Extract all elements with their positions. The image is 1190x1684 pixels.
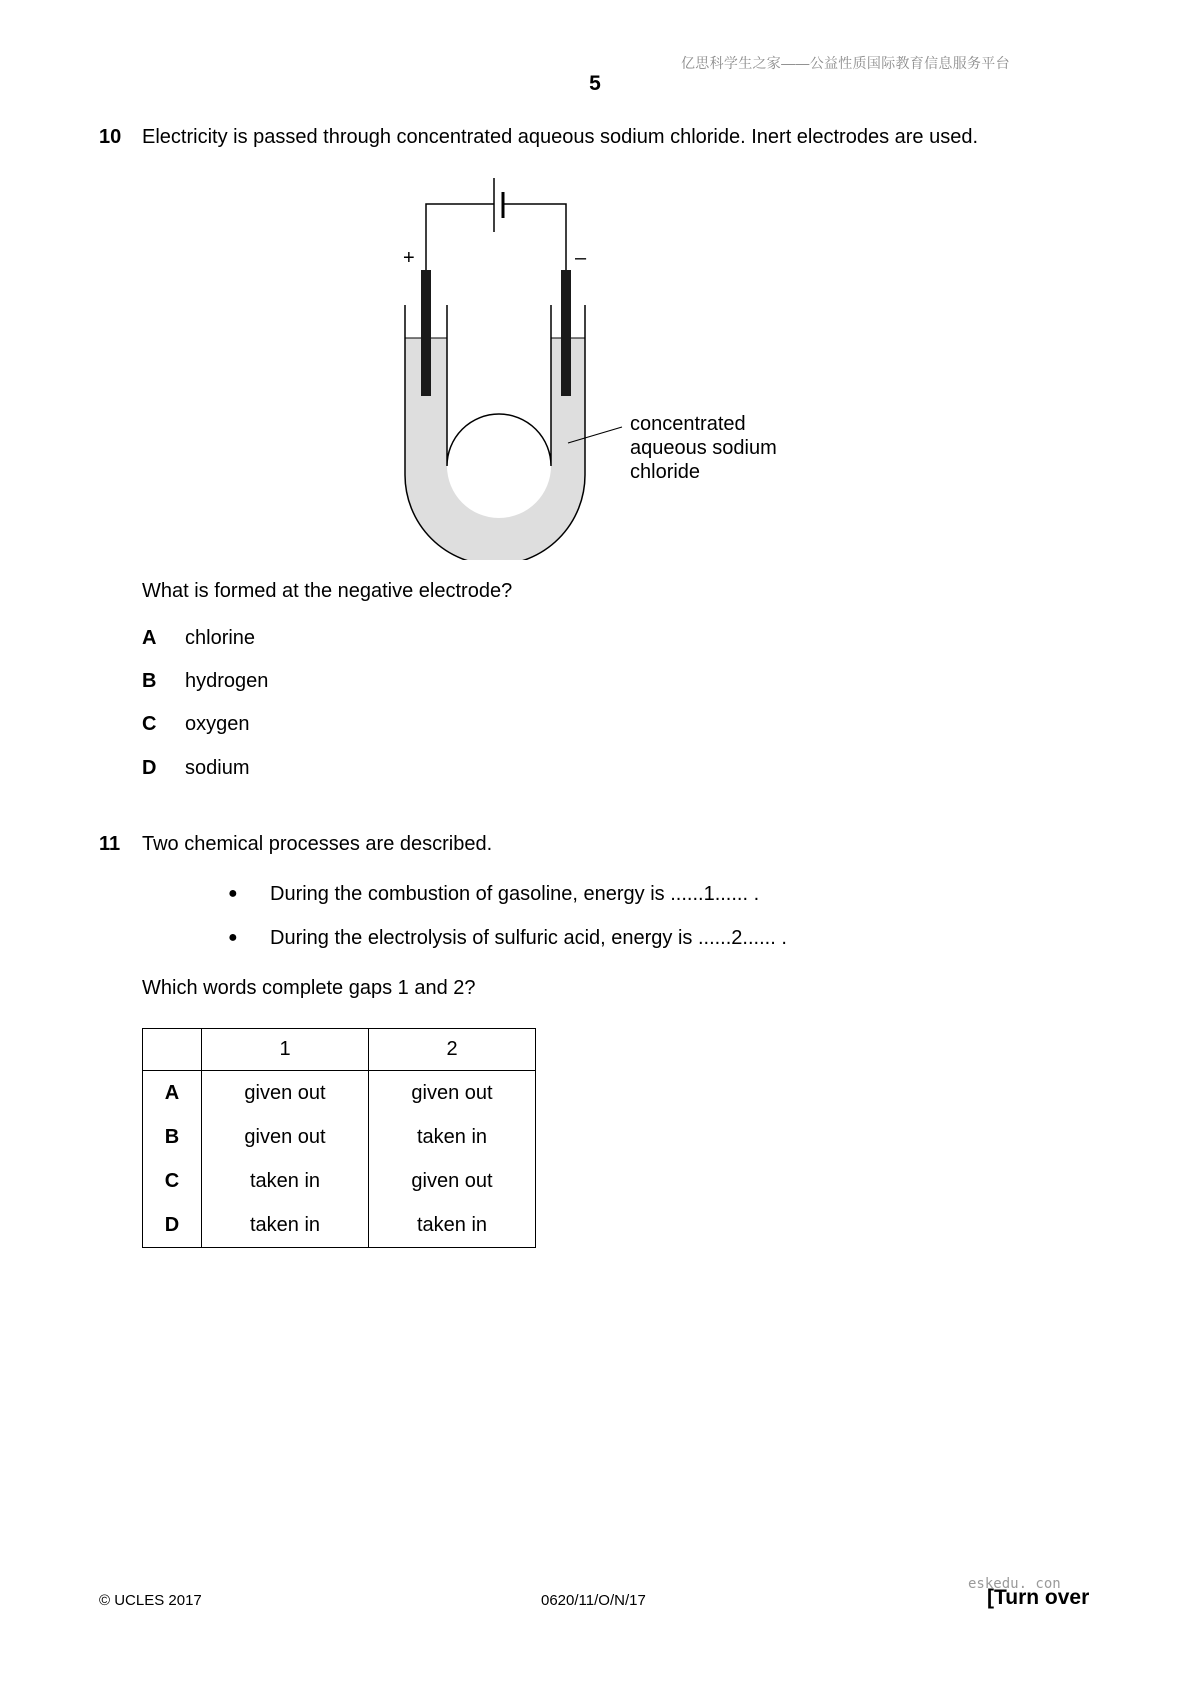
option-letter: B bbox=[142, 670, 157, 692]
question-11-prompt: Which words complete gaps 1 and 2? bbox=[142, 977, 476, 999]
electrolysis-diagram bbox=[385, 170, 815, 560]
table-row bbox=[143, 1203, 536, 1248]
cell-gap-2: taken in bbox=[369, 1203, 536, 1248]
option-text: hydrogen bbox=[185, 670, 269, 692]
option-text: chlorine bbox=[185, 627, 256, 649]
bullet-dot: ● bbox=[228, 929, 238, 946]
positive-electrode bbox=[421, 270, 431, 396]
minus-label: – bbox=[575, 247, 587, 269]
option-letter: C bbox=[142, 713, 157, 735]
table-row bbox=[143, 1115, 536, 1159]
table-header-cell bbox=[143, 1029, 202, 1071]
header-site-note: 亿思科学生之家——公益性质国际教育信息服务平台 bbox=[681, 55, 1010, 71]
table-header-cell: 1 bbox=[202, 1029, 369, 1071]
cell-gap-2: taken in bbox=[369, 1115, 536, 1159]
question-11-stem: Two chemical processes are described. bbox=[142, 833, 493, 855]
wire-right bbox=[503, 204, 566, 270]
answer-table bbox=[142, 1028, 536, 1248]
plus-label: + bbox=[403, 247, 415, 269]
question-10-prompt: What is formed at the negative electrode? bbox=[142, 580, 513, 602]
footer-copyright: © UCLES 2017 bbox=[99, 1592, 202, 1609]
row-letter: D bbox=[143, 1203, 202, 1248]
row-letter: C bbox=[143, 1159, 202, 1203]
u-tube-inner-wall bbox=[447, 305, 551, 466]
solution-label-line-3: chloride bbox=[630, 461, 701, 483]
page-number: 5 bbox=[589, 72, 601, 95]
row-letter: A bbox=[143, 1071, 202, 1116]
bullet-text: During the electrolysis of sulfuric acid, energy is ......2...... . bbox=[270, 927, 787, 949]
footer-turn-over: [Turn over bbox=[987, 1586, 1090, 1609]
option-letter: A bbox=[142, 627, 157, 649]
cell-gap-1: taken in bbox=[202, 1203, 369, 1248]
row-letter: B bbox=[143, 1115, 202, 1159]
footer-paper-code: 0620/11/O/N/17 bbox=[541, 1592, 646, 1609]
cell-gap-1: given out bbox=[202, 1115, 369, 1159]
question-10-stem: Electricity is passed through concentrated aqueous sodium chloride. Inert electrodes are used. bbox=[142, 126, 979, 148]
bullet-text: During the combustion of gasoline, energy is ......1...... . bbox=[270, 883, 760, 905]
cell-gap-1: taken in bbox=[202, 1159, 369, 1203]
wire-left bbox=[426, 204, 494, 270]
option-letter: D bbox=[142, 757, 157, 779]
question-10-number: 10 bbox=[99, 126, 122, 148]
cell-gap-2: given out bbox=[369, 1159, 536, 1203]
table-row bbox=[143, 1071, 536, 1116]
cell-gap-1: given out bbox=[202, 1071, 369, 1116]
bullet-dot: ● bbox=[228, 885, 238, 902]
solution-fill bbox=[405, 338, 585, 560]
negative-electrode bbox=[561, 270, 571, 396]
watermark: eskedu. con bbox=[968, 1576, 1061, 1592]
table-header-row bbox=[143, 1029, 536, 1071]
solution-label-line-2: aqueous sodium bbox=[630, 437, 777, 459]
table-row bbox=[143, 1159, 536, 1203]
cell-gap-2: given out bbox=[369, 1071, 536, 1116]
option-text: sodium bbox=[185, 757, 250, 779]
question-11-number: 11 bbox=[99, 833, 121, 855]
solution-label-line-1: concentrated bbox=[630, 413, 746, 435]
option-text: oxygen bbox=[185, 713, 250, 735]
table-header-cell: 2 bbox=[369, 1029, 536, 1071]
